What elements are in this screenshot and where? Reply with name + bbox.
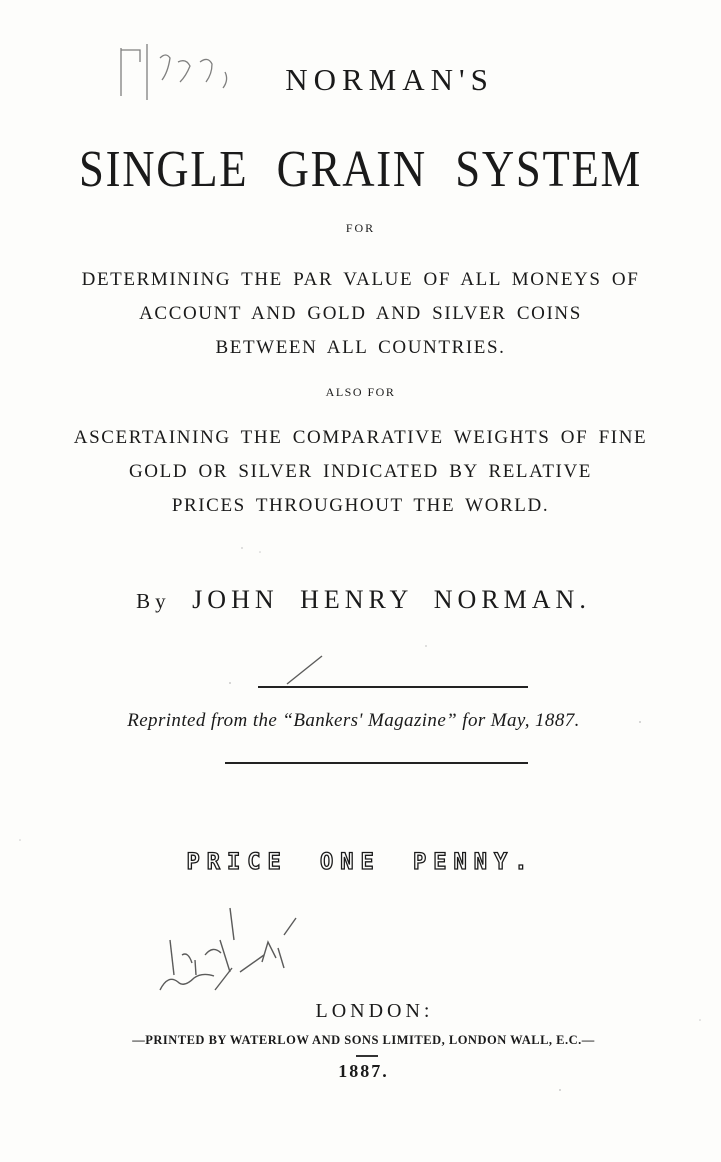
additional-line: ASCERTAINING THE COMPARATIVE WEIGHTS OF FINE bbox=[73, 427, 648, 448]
imprint-printer: —PRINTED BY WATERLOW AND SONS LIMITED, LONDON WALL, E.C.— bbox=[132, 1033, 595, 1047]
imprint-city: LONDON: bbox=[315, 1000, 434, 1022]
additional-line: GOLD OR SILVER INDICATED BY RELATIVE bbox=[128, 461, 593, 482]
description-line: DETERMINING THE PAR VALUE OF ALL MONEYS OF bbox=[81, 269, 640, 290]
description-line: ACCOUNT AND GOLD AND SILVER COINS bbox=[139, 303, 582, 324]
imprint-year: 1887. bbox=[338, 1061, 389, 1081]
author-heading: NORMAN'S bbox=[285, 62, 494, 97]
description-line: BETWEEN ALL COUNTRIES. bbox=[215, 337, 506, 358]
short-divider bbox=[356, 1055, 378, 1057]
byline-by: By bbox=[136, 589, 171, 613]
connector-for: FOR bbox=[345, 221, 376, 235]
additional-line: PRICES THROUGHOUT THE WORLD. bbox=[171, 495, 550, 516]
byline bbox=[0, 585, 721, 615]
price-line: PRICE ONE PENNY. bbox=[186, 850, 535, 875]
byline-author: JOHN HENRY NORMAN. bbox=[192, 585, 591, 614]
reprint-note: Reprinted from the “Bankers' Magazine” for May, 1887. bbox=[127, 710, 580, 731]
page-title: SINGLE GRAIN SYSTEM bbox=[78, 141, 643, 198]
divider-rule bbox=[225, 762, 528, 764]
divider-rule bbox=[258, 686, 528, 688]
connector-also-for: ALSO FOR bbox=[325, 385, 396, 399]
